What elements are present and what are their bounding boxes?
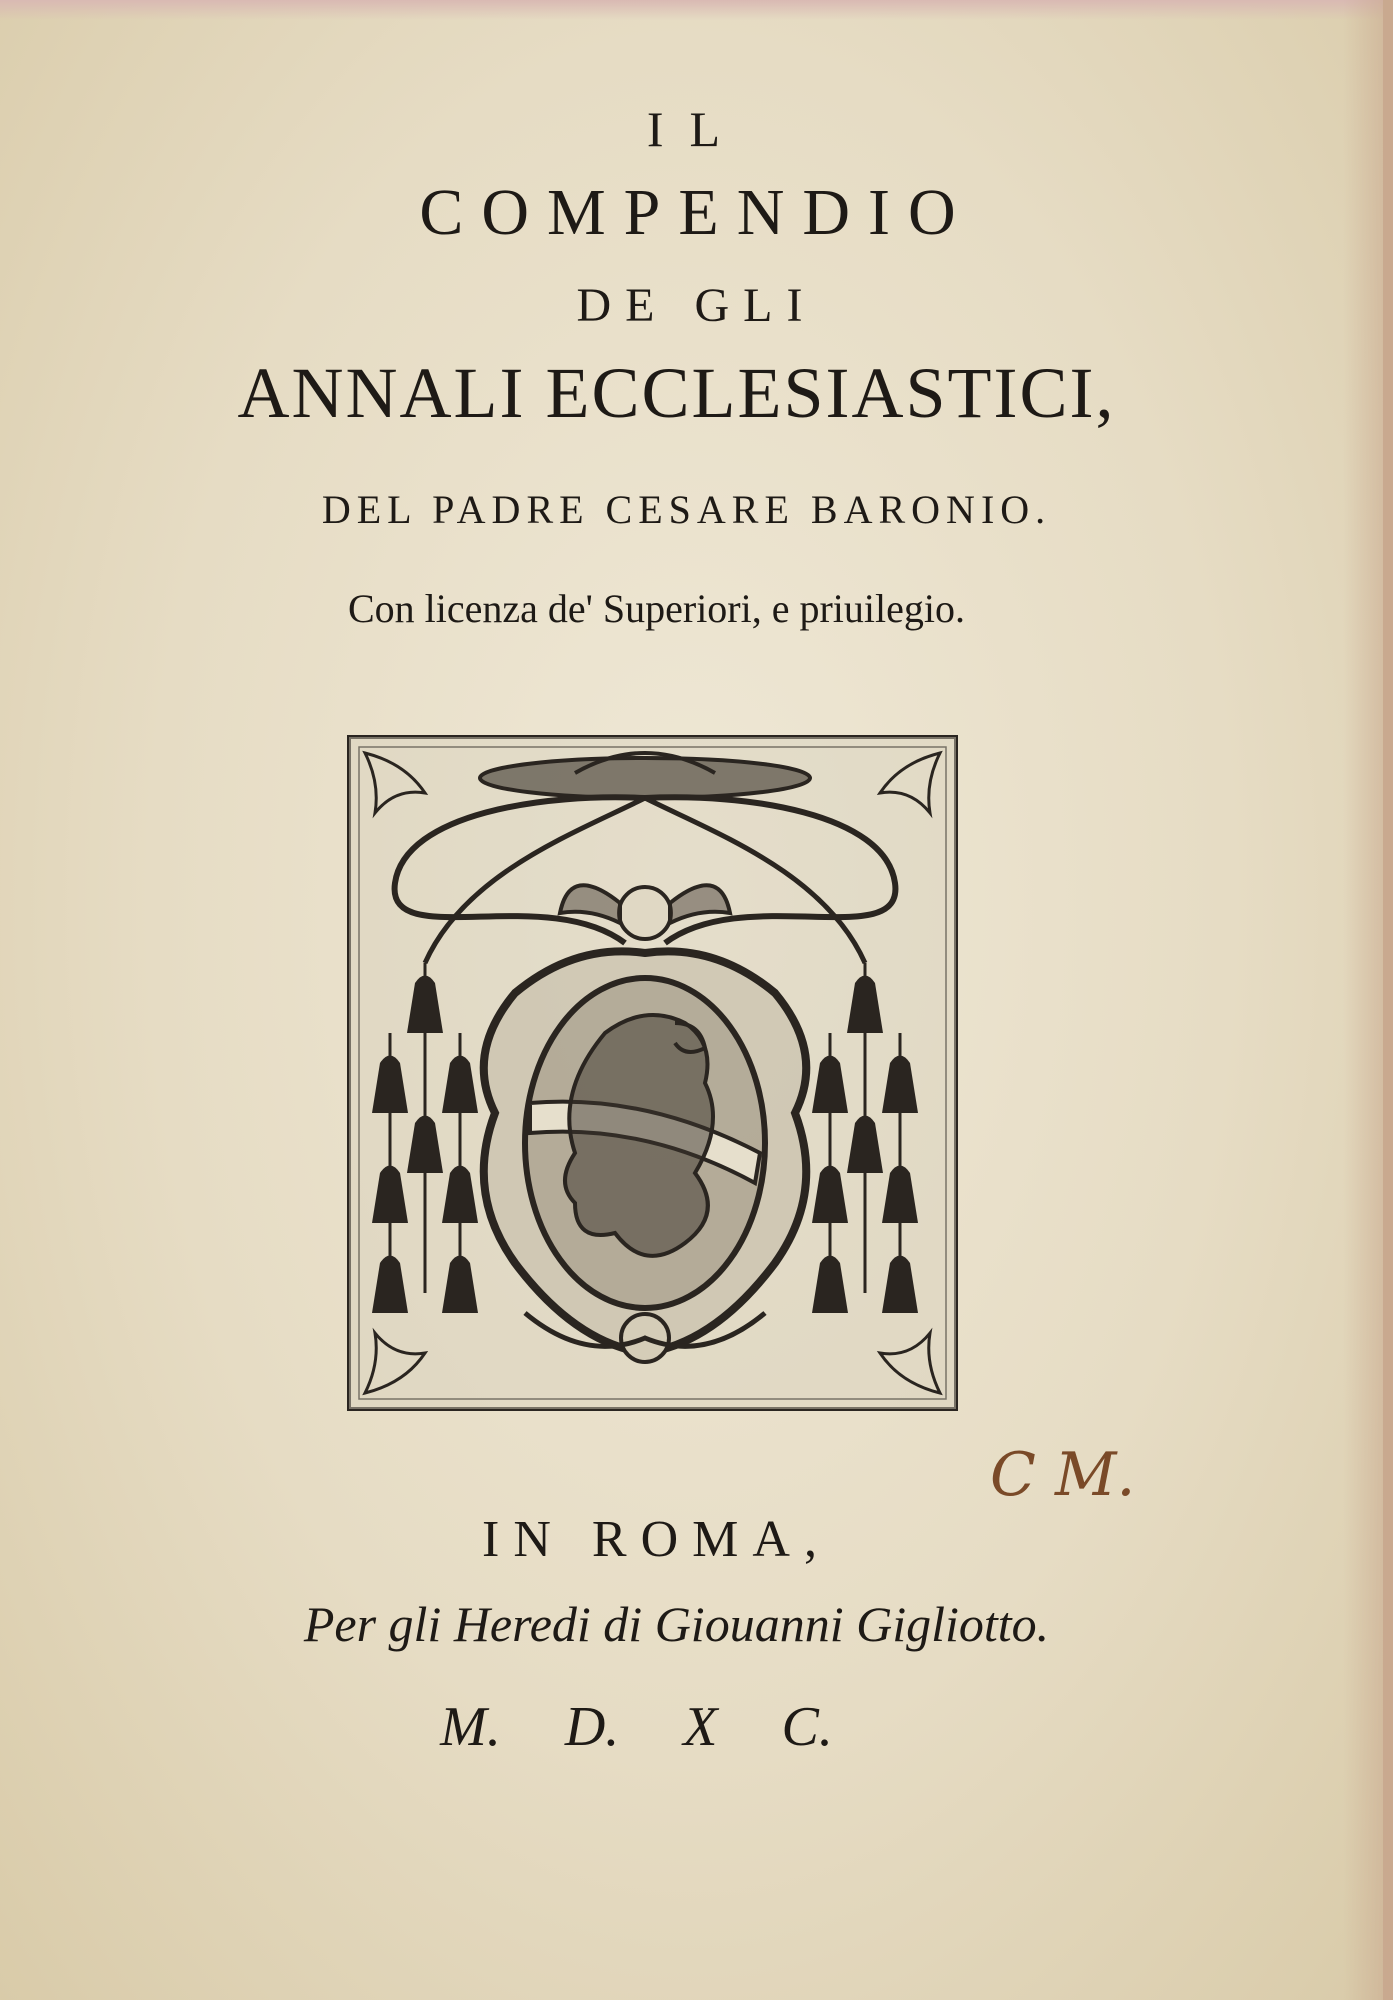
title-line-annali: ANNALI ECCLESIASTICI, [237,353,1116,433]
handwritten-note: C M. [990,1440,1136,1510]
title-line-de-gli: DE GLI [576,279,817,332]
imprint-printer: Per gli Heredi di Giouanni Gigliotto. [303,1596,1050,1652]
license-line: Con licenza de' Superiori, e priuilegio. [347,586,966,631]
title-line-il: IL [646,101,747,157]
title-line-compendio: COMPENDIO [419,176,974,249]
imprint-year: M. D. X C. [440,1696,833,1758]
imprint-place: IN ROMA, [482,1511,831,1568]
author-line: DEL PADRE CESARE BARONIO. [321,487,1052,532]
coat-of-arms-icon [345,733,960,1413]
